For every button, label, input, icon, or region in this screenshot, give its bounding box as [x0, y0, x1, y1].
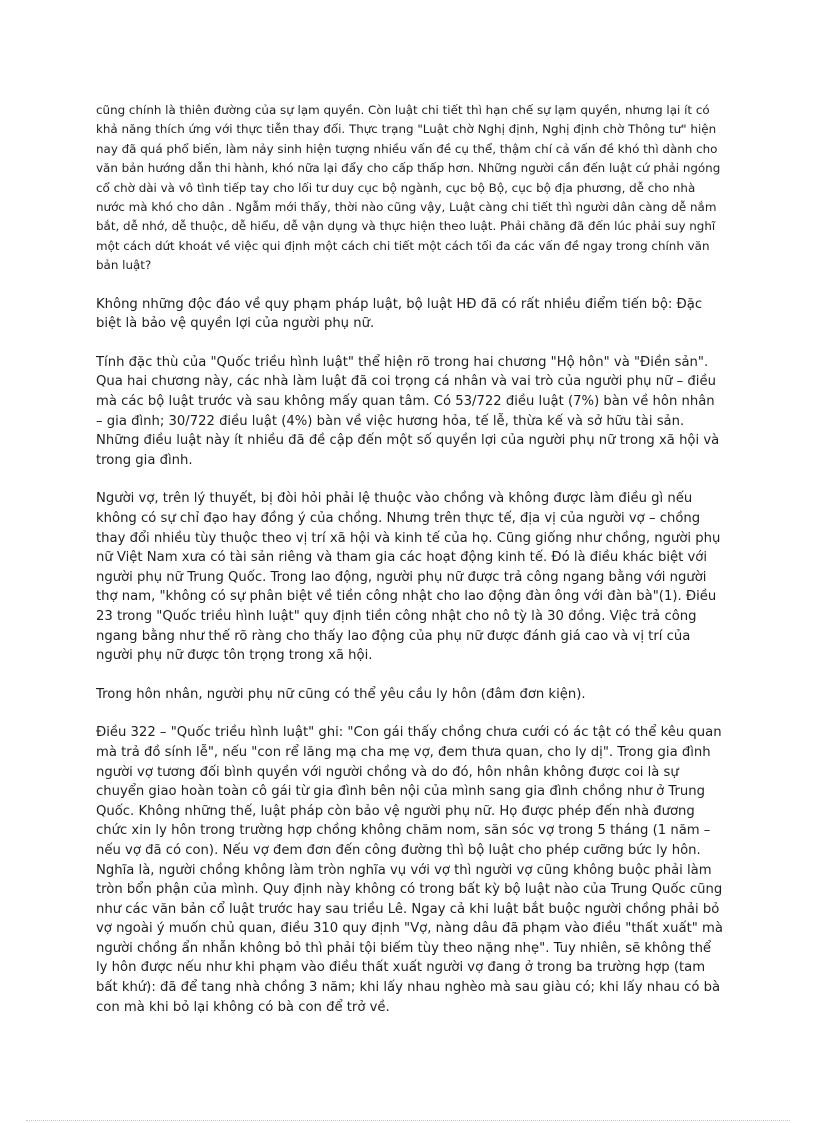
- paragraph-3: Tính đặc thù của "Quốc triều hình luật" thể hiện rõ trong hai chương "Hộ hôn" và "Điền sản". Qua hai chương này, các nhà làm luật đã coi trọng cá nhân và vai trò của người phụ nữ – điều mà các bộ luật trước và sau không mấy quan tâm. Có 53/722 điều luật (7%) bàn về hôn nhân – gia đình; 30/722 điều luật (4%) bàn về việc hương hỏa, tế lễ, thừa kế và sở hữu tài sản. Những điều luật này ít nhiều đã đề cập đến một số quyền lợi của người phụ nữ trong xã hội và trong gia đình.: [96, 354, 720, 468]
- document-body: [96, 101, 724, 1036]
- paragraph-2: Không những độc đáo về quy phạm pháp luật, bộ luật HĐ đã có rất nhiều điểm tiến bộ: Đặc biệt là bảo vệ quyền lợi của người phụ nữ.: [96, 296, 703, 332]
- paragraph-5: Trong hôn nhân, người phụ nữ cũng có thể yêu cầu ly hôn (đâm đơn kiện).: [96, 686, 586, 702]
- footer-divider: [26, 1120, 790, 1121]
- paragraph-1: cũng chính là thiên đường của sự lạm quyền. Còn luật chi tiết thì hạn chế sự lạm quyền, nhưng lại ít có khả năng thích ứng với thực tiễn thay đổi. Thực trạng "Luật chờ Nghị định, Nghị định chờ Thông tư" hiện nay đã quá phổ biến, làm nảy sinh hiện tượng nhiều vấn đề cụ thể, thậm chí cả vấn đề khó thì dành cho văn bản hướng dẫn thi hành, khó nữa lại đẩy cho cấp thấp hơn. Những người cần đến luật cứ phải ngóng cổ chờ dài và vô tình tiếp tay cho lối tư duy cục bộ ngành, cục bộ Bộ, cục bộ địa phương, dễ cho nhà nước mà khó cho dân . Ngẫm mới thấy, thời nào cũng vậy, Luật càng chi tiết thì người dân càng dễ nắm bắt, dễ nhớ, dễ thuộc, dễ hiểu, dễ vận dụng và thực hiện theo luật. Phải chăng đã đến lúc phải suy nghĩ một cách dứt khoát về việc qui định một cách chi tiết một cách tối đa các vấn đề ngay trong chính văn bản luật?: [96, 103, 721, 273]
- paragraph-6: Điều 322 – "Quốc triều hình luật" ghi: "Con gái thấy chồng chưa cưới có ác tật có thể kêu quan mà trả đồ sính lễ", nếu "con rể lăng mạ cha mẹ vợ, đem thưa quan, cho ly dị". Trong gia đình người vợ tương đối bình quyền với người chồng và do đó, hôn nhân không được coi là sự chuyển giao hoàn toàn cô gái từ gia đình bên nội của mình sang gia đình chồng như ở Trung Quốc. Không những thế, luật pháp còn bảo vệ người phụ nữ. Họ được phép đến nhà đương chức xin ly hôn trong trường hợp chồng không chăm nom, săn sóc vợ trong 5 tháng (1 năm – nếu vợ đã có con). Nếu vợ đem đơn đến công đường thì bộ luật cho phép cưỡng bức ly hôn. Nghĩa là, người chồng không làm tròn nghĩa vụ với vợ thì người vợ cũng không buộc phải làm tròn bổn phận của mình. Quy định này không có trong bất kỳ bộ luật nào của Trung Quốc cũng như các văn bản cổ luật trước hay sau triều Lê. Ngay cả khi luật bắt buộc người chồng phải bỏ vợ ngoài ý muốn chủ quan, điều 310 quy định "Vợ, nàng dâu đã phạm vào điều "thất xuất" mà người chồng ẩn nhẫn không bỏ thì phải tội biếm tùy theo nặng nhẹ". Tuy nhiên, sẽ không thể ly hôn được nếu như khi phạm vào điều thất xuất người vợ đang ở trong ba trường hợp (tam bất khứ): đã để tang nhà chồng 3 năm; khi lấy nhau nghèo mà sau giàu có; khi lấy nhau có bà con mà khi bỏ lại không có bà con để trở về.: [96, 725, 723, 1015]
- paragraph-4: Người vợ, trên lý thuyết, bị đòi hỏi phải lệ thuộc vào chồng và không được làm điều gì nếu không có sự chỉ đạo hay đồng ý của chồng. Nhưng trên thực tế, địa vị của người vợ – chồng thay đổi nhiều tùy thuộc theo vị trí xã hội và kinh tế của họ. Cũng giống như chồng, người phụ nữ Việt Nam xưa có tài sản riêng và tham gia các hoạt động kinh tế. Đó là điều khác biệt với người phụ nữ Trung Quốc. Trong lao động, người phụ nữ được trả công ngang bằng với người thợ nam, "không có sự phân biệt về tiền công nhật cho lao động đàn ông với đàn bà"(1). Điều 23 trong "Quốc triều hình luật" quy định tiền công nhật cho nô tỳ là 30 đồng. Việc trả công ngang bằng như thế rõ ràng cho thấy lao động của phụ nữ được đánh giá cao và vị trí của người phụ nữ được tôn trọng trong xã hội.: [96, 491, 721, 664]
